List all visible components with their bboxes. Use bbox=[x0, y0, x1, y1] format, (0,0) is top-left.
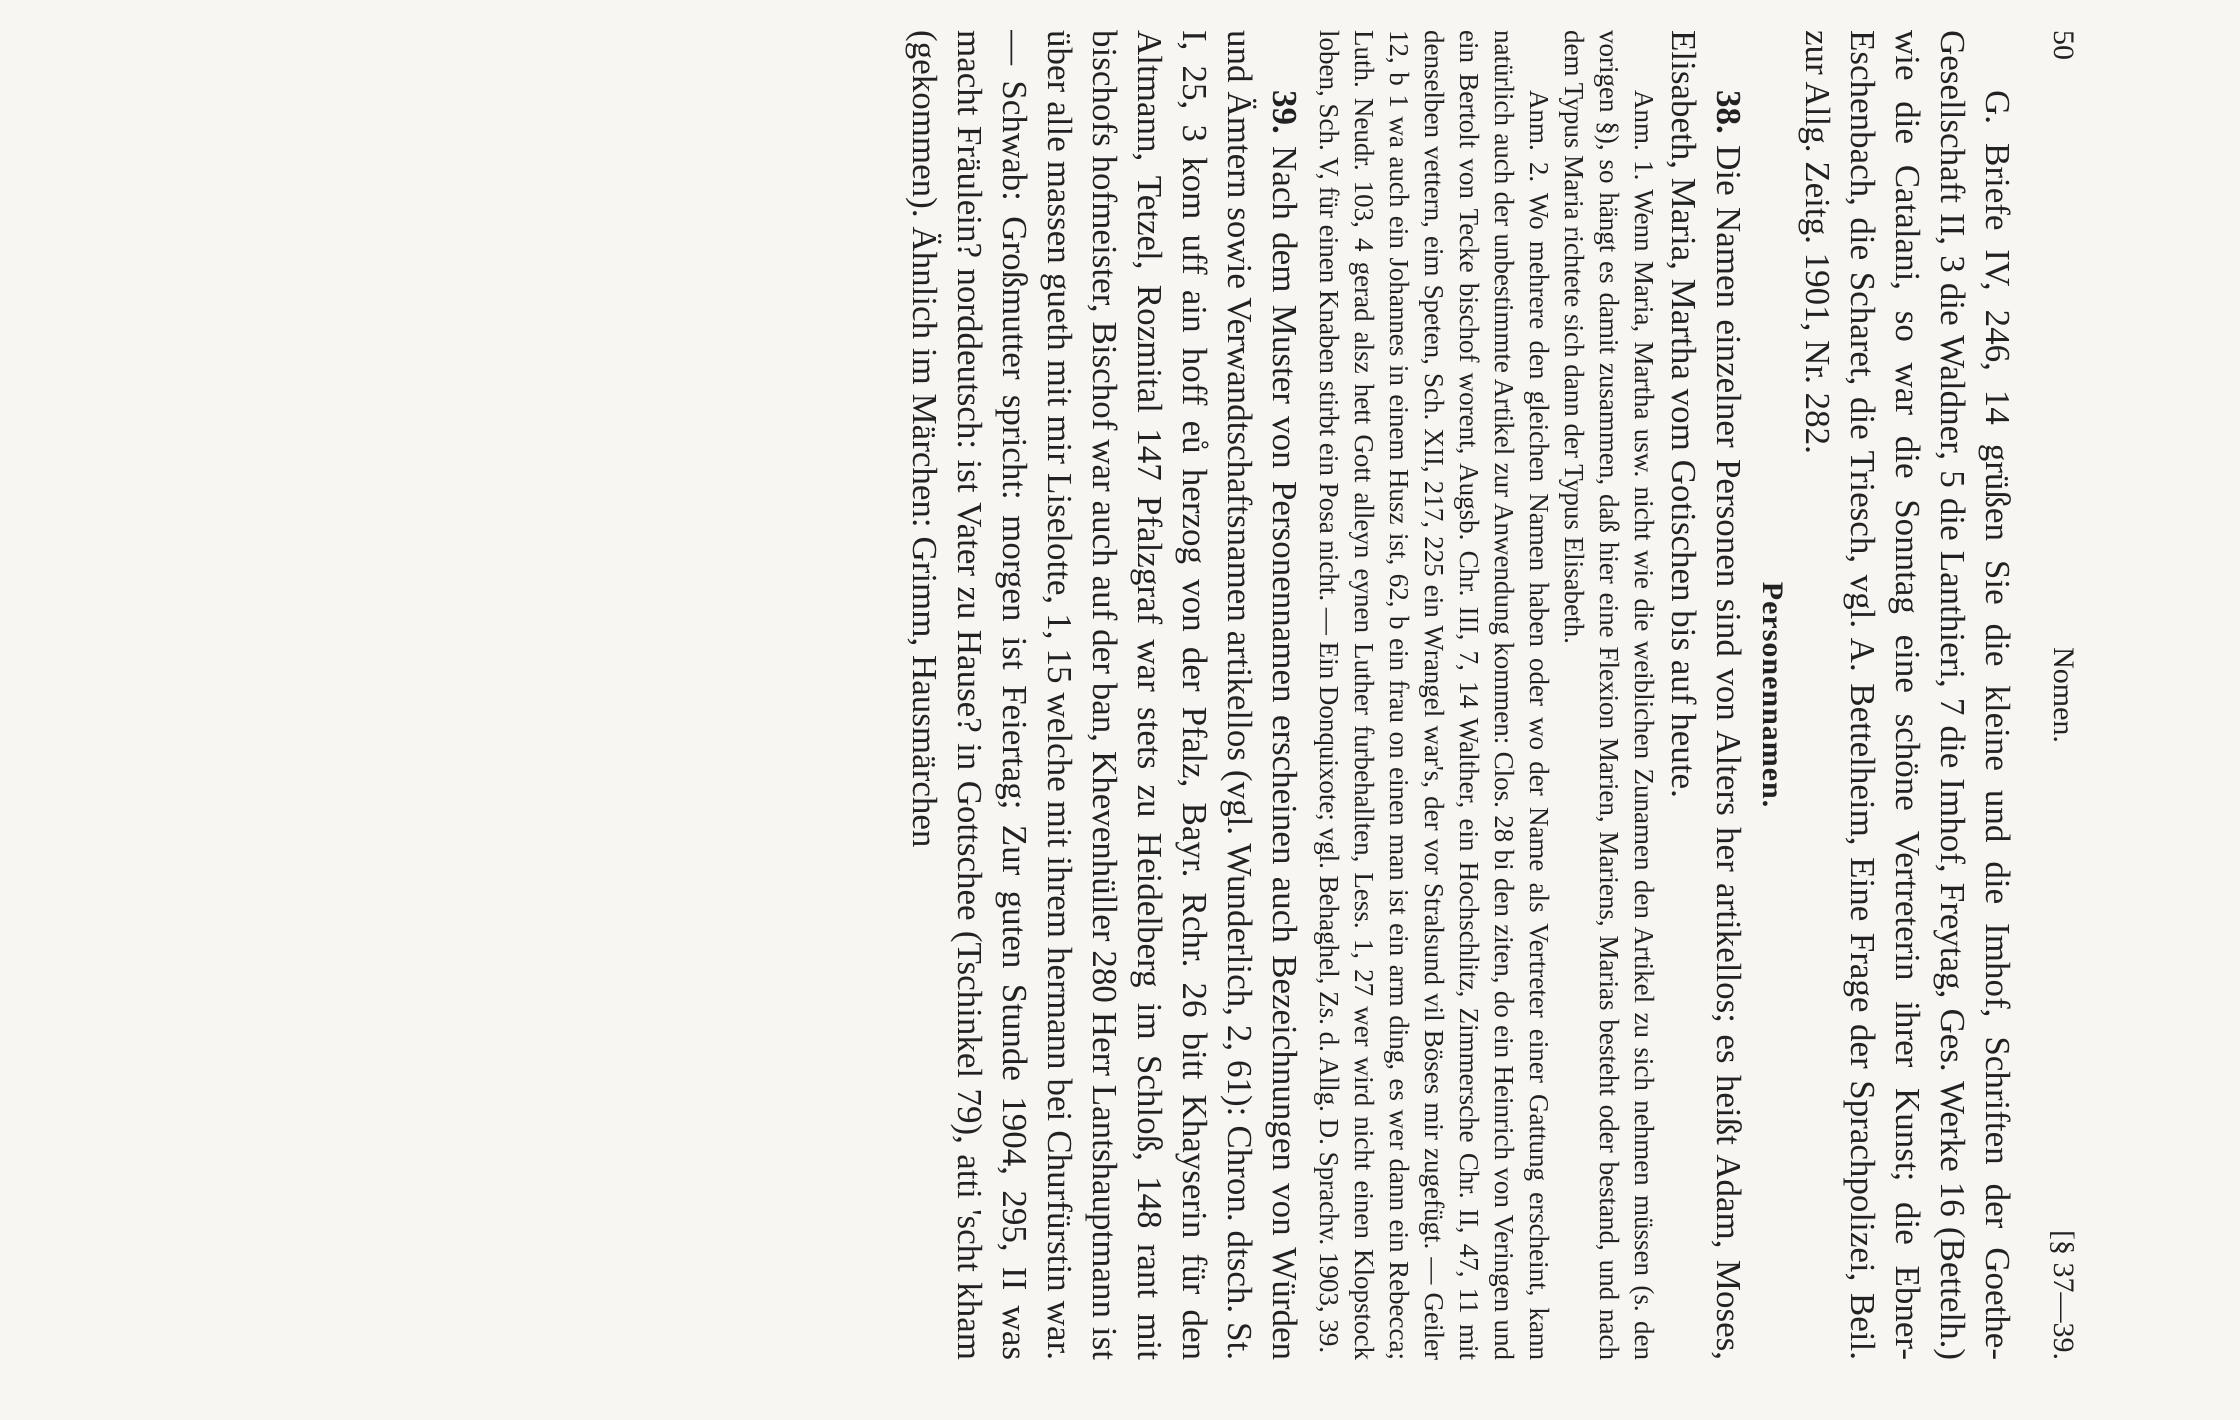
intro-paragraph: G. Briefe IV, 246, 14 grüßen Sie die kleine und die Imhof, Schriften der Goethe-Gesellschaft II, 3 die Waldner, 5 die Lanthieri, 7 die Imhof, Freytag, Ges. Werke 16 (Bettelh.) wie die Catalani, so war die Sonntag eine schöne Vertreterin ihrer Kunst; die Ebner-Eschenbach, die Scharet, die Triesch, vgl. A. Bettelheim, Eine Frage der Sprachpolizei, Beil. zur Allg. Zeitg. 1901, Nr. 282. bbox=[1798, 30, 2017, 1360]
running-title: Nomen. bbox=[2047, 647, 2080, 743]
page-number: 50 bbox=[2047, 30, 2080, 60]
paragraph-39-text: Nach dem Muster von Personennamen erscheinen auch Bezeichnungen von Würden und Ämtern sowie Verwandtschaftsnamen artikellos (vgl. Wunderlich, 2, 61): Chron. dtsch. St. I, 25, 3 kom uff ain hoff eů herzog von der Pfalz, Bayr. Rchr. 26 bitt Khayserin für den Altmann, Tetzel, Rozmital 147 Pfalzgraf war stets zu Heidelberg im Schloß, 148 rant mit bischofs hofmeister, Bischof war auch auf der ban, Khevenhüller 280 Herr Lantshauptmann ist über alle massen gueth mit mir Liselotte, 1, 15 welche mit ihrem hermann bei Churfürstin war. — Schwab: Großmutter spricht: morgen ist Feiertag; Zur guten Stunde 1904, 295, II was macht Fräulein? norddeutsch: ist Vater zu Hause? in Gottschee (Tschinkel 79), atti 'scht kham (gekommen). Ähnlich im Märchen: Grimm, Hausmärchen bbox=[905, 30, 1304, 1360]
paragraph-38 bbox=[1661, 30, 1751, 1360]
paragraph-38-text: Die Namen einzelner Personen sind von Alters her artikellos; es heißt Adam, Moses, Elisabeth, Maria, Martha vom Gotischen bis auf heute. bbox=[1664, 30, 1748, 1360]
paragraph-number-38: 38. bbox=[1709, 90, 1748, 134]
paragraph-39 bbox=[902, 30, 1307, 1360]
annotation-1: Anm. 1. Wenn Maria, Martha usw. nicht wie die weiblichen Zunamen den Artikel zu sich nehmen müssen (s. den vorigen §), so hängt es damit zusammen, daß hier eine Flexion Marien, Mariens, Marias besteht oder bestand, und nach dem Typus Maria richtete sich dann der Typus Elisabeth. bbox=[1559, 30, 1659, 1360]
paragraph-number-39: 39. bbox=[1265, 90, 1304, 134]
section-heading: Personennamen. bbox=[1756, 581, 1789, 809]
page-body bbox=[300, 30, 2020, 1360]
running-header bbox=[2040, 30, 2080, 1360]
section-range: [§ 37—39. bbox=[2047, 1230, 2080, 1360]
scanned-page bbox=[220, 10, 2120, 1400]
annotation-2: Anm. 2. Wo mehrere den gleichen Namen haben oder wo der Name als Vertreter einer Gattung erscheint, kann natürlich auch der unbestimmte Artikel zur Anwendung kommen: Clos. 28 bi den ziten, do ein Heinrich von Veringen und ein Bertolt von Tecke bischof worent, Augsb. Chr. III, 7, 14 Walther, ein Hochschlitz, Zimmersche Chr. II, 47, 11 mit denselben vettern, eim Speten, Sch. XII, 217, 225 ein Wrangel war's, der vor Stralsund vil Böses mir zugefügt. — Geiler 12, b 1 wa auch ein Johannes in einem Husz ist, 62, b ein frau on einen man ist ein arm ding, es wer dann ein Rebecca; Luth. Neudr. 103, 4 gerad alsz hett Gott alleyn eynen Luther furbehallten, Less. 1, 27 wer wird nicht einen Klopstock loben, Sch. V, für einen Knaben stirbt ein Posa nicht. — Ein Donquixote; vgl. Behaghel, Zs. d. Allg. D. Sprachv. 1903, 39. bbox=[1314, 30, 1554, 1360]
